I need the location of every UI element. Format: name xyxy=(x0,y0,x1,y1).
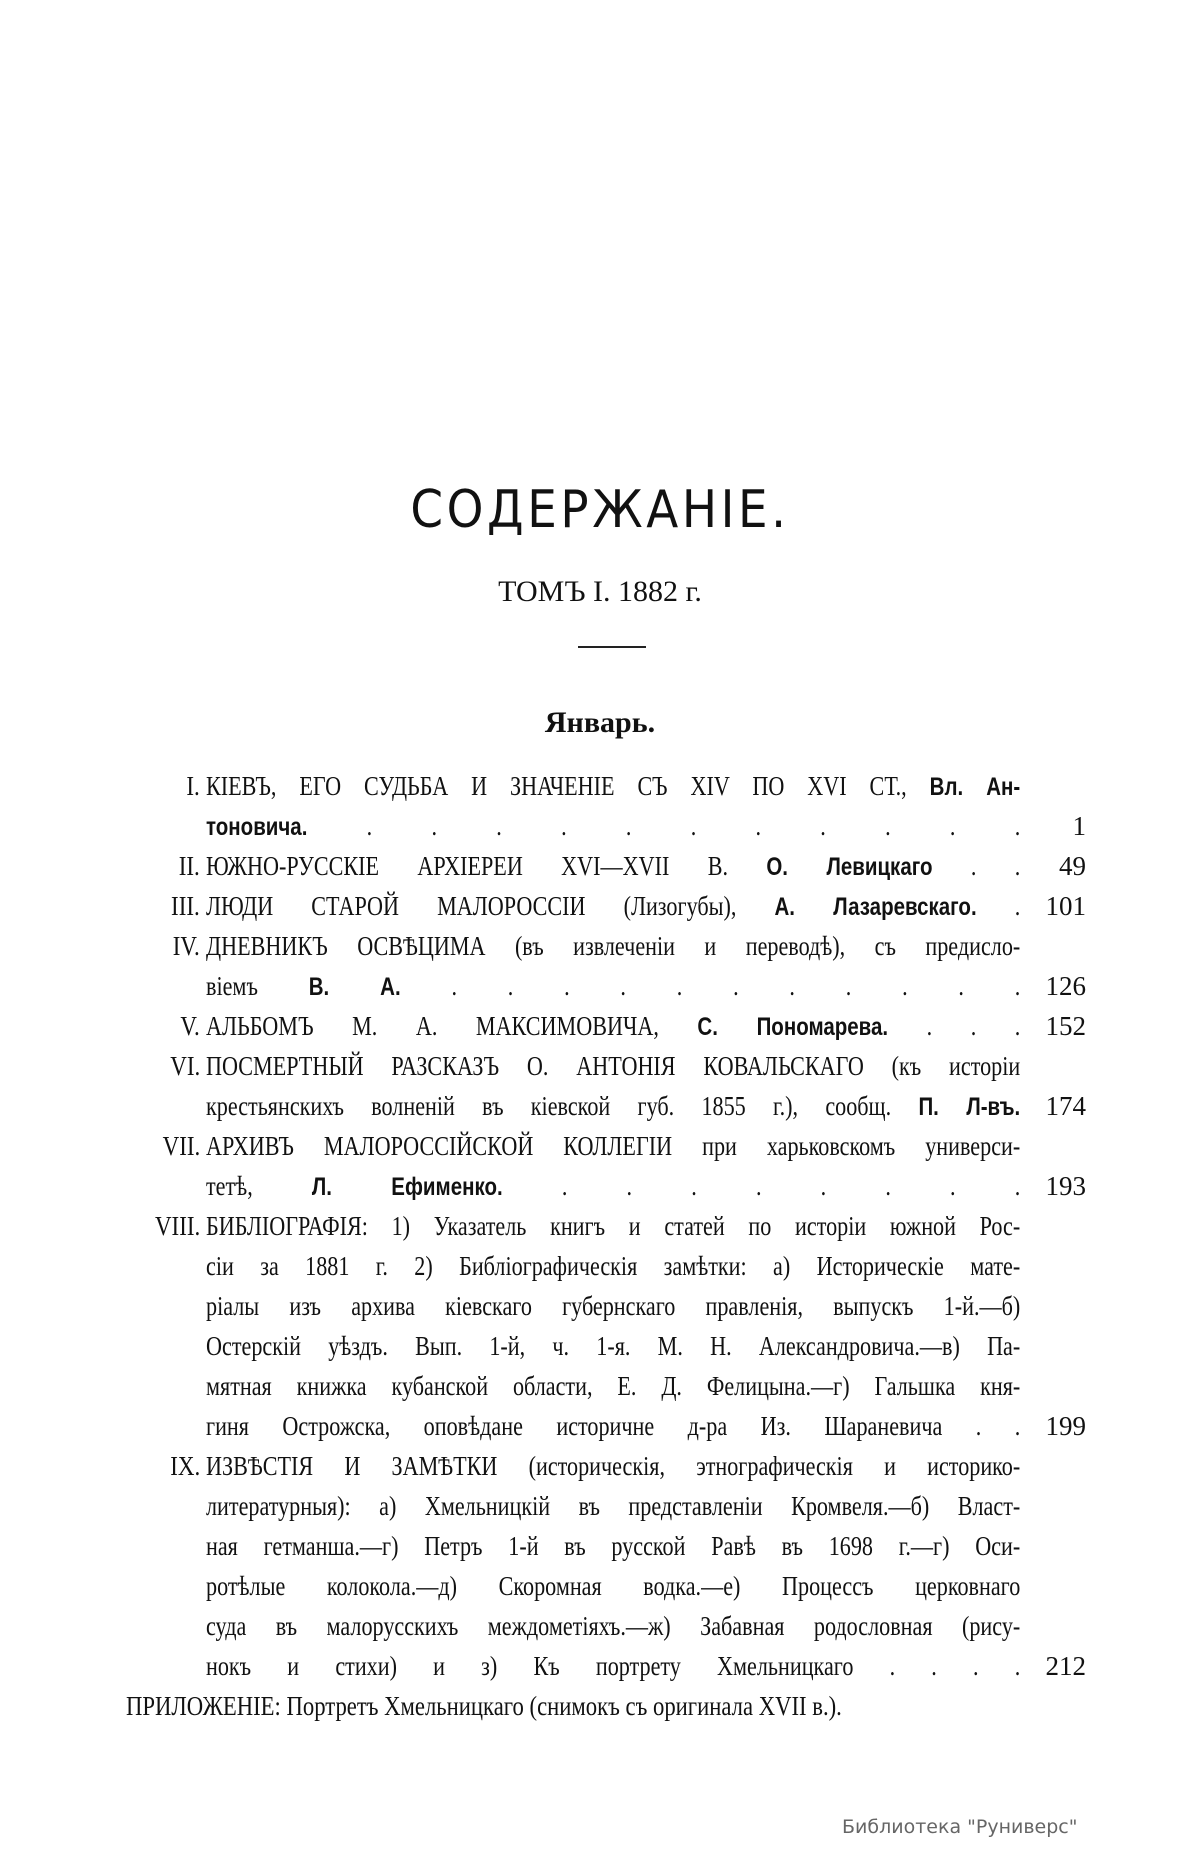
page-title: СОДЕРЖАНIЕ. xyxy=(410,480,790,540)
entry-text: гиня Острожска, оповѣдане историчне д-ра Из. Шараневича . . xyxy=(206,1411,1021,1441)
page-number: 193 xyxy=(1045,1171,1086,1201)
toc-line xyxy=(0,1326,1200,1366)
toc-line xyxy=(0,1166,1200,1206)
toc-line xyxy=(0,1566,1200,1606)
entry-text: . xyxy=(976,891,1021,921)
toc-line xyxy=(0,1286,1200,1326)
appendix-line: ПРИЛОЖЕНIЕ: Портретъ Хмельницкаго (снимокъ съ оригинала XVII в.). xyxy=(126,1691,842,1721)
entry-text: крестьянскихъ волненiй въ кiевской губ. 1855 г.), сообщ. xyxy=(206,1091,919,1121)
entry-text: АЛЬБОМЪ М. А. МАКСИМОВИЧА, xyxy=(206,1011,698,1041)
page-number: 126 xyxy=(1045,971,1086,1001)
entry-text: . . xyxy=(932,851,1021,881)
author-name: А. Лазаревскаго. xyxy=(774,893,977,921)
volume-heading: ТОМЪ I. 1882 г. xyxy=(498,575,702,608)
page-number: 101 xyxy=(1045,891,1086,921)
toc-line xyxy=(0,926,1200,966)
entry-numeral: VII. xyxy=(162,1131,200,1161)
entry-text: нокъ и стихи) и з) Къ портрету Хмельницкаго . . . . xyxy=(206,1651,1021,1681)
page-number: 152 xyxy=(1045,1011,1086,1041)
entry-numeral: V. xyxy=(180,1011,200,1041)
entry-numeral: IV. xyxy=(172,931,200,961)
toc-line xyxy=(0,1366,1200,1406)
entry-text: БИБЛIОГРАФIЯ: 1) Указатель книгъ и статей по исторiи южной Рос- xyxy=(206,1211,1021,1241)
entry-text: КIЕВЪ, ЕГО СУДЬБА И ЗНАЧЕНIЕ СЪ XIV ПО XVI СТ., xyxy=(206,771,930,801)
page-number: 174 xyxy=(1045,1091,1086,1121)
author-name: Л. Ефименко. xyxy=(311,1173,503,1201)
entry-numeral: VI. xyxy=(170,1051,200,1081)
entry-text: ДНЕВНИКЪ ОСВѢЦИМА (въ извлеченiи и переводѣ), съ предисло- xyxy=(206,931,1021,961)
entry-text: сiи за 1881 г. 2) Библiографическiя замѣтки: а) Историческiе мате- xyxy=(206,1251,1021,1281)
entry-text: . . . . . . . . . . . xyxy=(400,971,1021,1001)
toc-line xyxy=(0,846,1200,886)
toc-line xyxy=(0,806,1200,846)
toc-line xyxy=(0,766,1200,806)
watermark: Библиотека "Руниверс" xyxy=(842,1816,1078,1838)
month-heading: Январь. xyxy=(544,706,656,739)
entry-text: ПОСМЕРТНЫЙ РАЗСКАЗЪ О. АНТОНIЯ КОВАЛЬСКАГО (къ исторiи xyxy=(206,1051,1021,1081)
entry-text: вiемъ xyxy=(206,971,309,1001)
toc-line xyxy=(0,1046,1200,1086)
entry-text: ИЗВѢСТIЯ И ЗАМѢТКИ (историческiя, этнографическiя и историко- xyxy=(206,1451,1021,1481)
entry-text: тетѣ, xyxy=(206,1171,312,1201)
toc-line xyxy=(0,966,1200,1006)
page-number: 1 xyxy=(1072,811,1086,841)
toc-line xyxy=(0,1126,1200,1166)
toc-line xyxy=(0,1006,1200,1046)
entry-numeral: VIII. xyxy=(154,1211,200,1241)
entry-text: . . . xyxy=(888,1011,1021,1041)
page-number: 199 xyxy=(1045,1411,1086,1441)
toc-line xyxy=(0,1086,1200,1126)
entry-text: мятная книжка кубанской области, Е. Д. Фелицына.—г) Гальшка кня- xyxy=(206,1371,1021,1401)
author-name: О. Левицкаго xyxy=(766,853,933,881)
author-name: С. Пономарева. xyxy=(697,1013,889,1041)
author-name: В. А. xyxy=(308,973,401,1001)
toc-line xyxy=(0,1246,1200,1286)
page-number: 49 xyxy=(1059,851,1086,881)
entry-text: . . . . . . . . . . . xyxy=(307,811,1021,841)
toc-line xyxy=(0,1526,1200,1566)
entry-text: АРХИВЪ МАЛОРОССIЙСКОЙ КОЛЛЕГIИ при харьковскомъ универси- xyxy=(206,1131,1021,1161)
entry-numeral: II. xyxy=(178,851,200,881)
entry-numeral: I. xyxy=(186,771,200,801)
toc-line xyxy=(0,1606,1200,1646)
author-name: тоновича. xyxy=(206,813,308,841)
toc-line xyxy=(0,886,1200,926)
entry-text: рiалы изъ архива кiевскаго губернскаго правленiя, выпускъ 1-й.—б) xyxy=(206,1291,1021,1321)
toc-line xyxy=(0,1446,1200,1486)
author-name: Вл. Ан- xyxy=(929,773,1021,801)
entry-text: ЮЖНО-РУССКIЕ АРХIЕРЕИ XVI—XVII В. xyxy=(206,851,767,881)
entry-numeral: IX. xyxy=(170,1451,200,1481)
entry-text: ная гетманша.—г) Петръ 1-й въ русской Равѣ въ 1698 г.—г) Оси- xyxy=(206,1531,1021,1561)
entry-text: литературныя): а) Хмельницкiй въ представленiи Кромвеля.—б) Власт- xyxy=(206,1491,1021,1521)
entry-text: Остерскiй уѣздъ. Вып. 1-й, ч. 1-я. М. Н. Александровича.—в) Па- xyxy=(206,1331,1021,1361)
entry-text: ротѣлые колокола.—д) Скоромная водка.—е) Процессъ церковнаго xyxy=(206,1571,1021,1601)
entry-text: суда въ малорусскихъ междометiяхъ.—ж) Забавная родословная (рису- xyxy=(206,1611,1021,1641)
entry-text: ЛЮДИ СТАРОЙ МАЛОРОССIИ (Лизогубы), xyxy=(206,891,775,921)
toc-line xyxy=(0,1406,1200,1446)
toc-line xyxy=(0,1486,1200,1526)
entry-numeral: III. xyxy=(171,891,200,921)
divider xyxy=(578,646,646,648)
page-number: 212 xyxy=(1045,1651,1086,1681)
author-name: П. Л-въ. xyxy=(918,1093,1021,1121)
toc-line xyxy=(0,1646,1200,1686)
toc-line xyxy=(0,1206,1200,1246)
entry-text: . . . . . . . . xyxy=(502,1171,1021,1201)
